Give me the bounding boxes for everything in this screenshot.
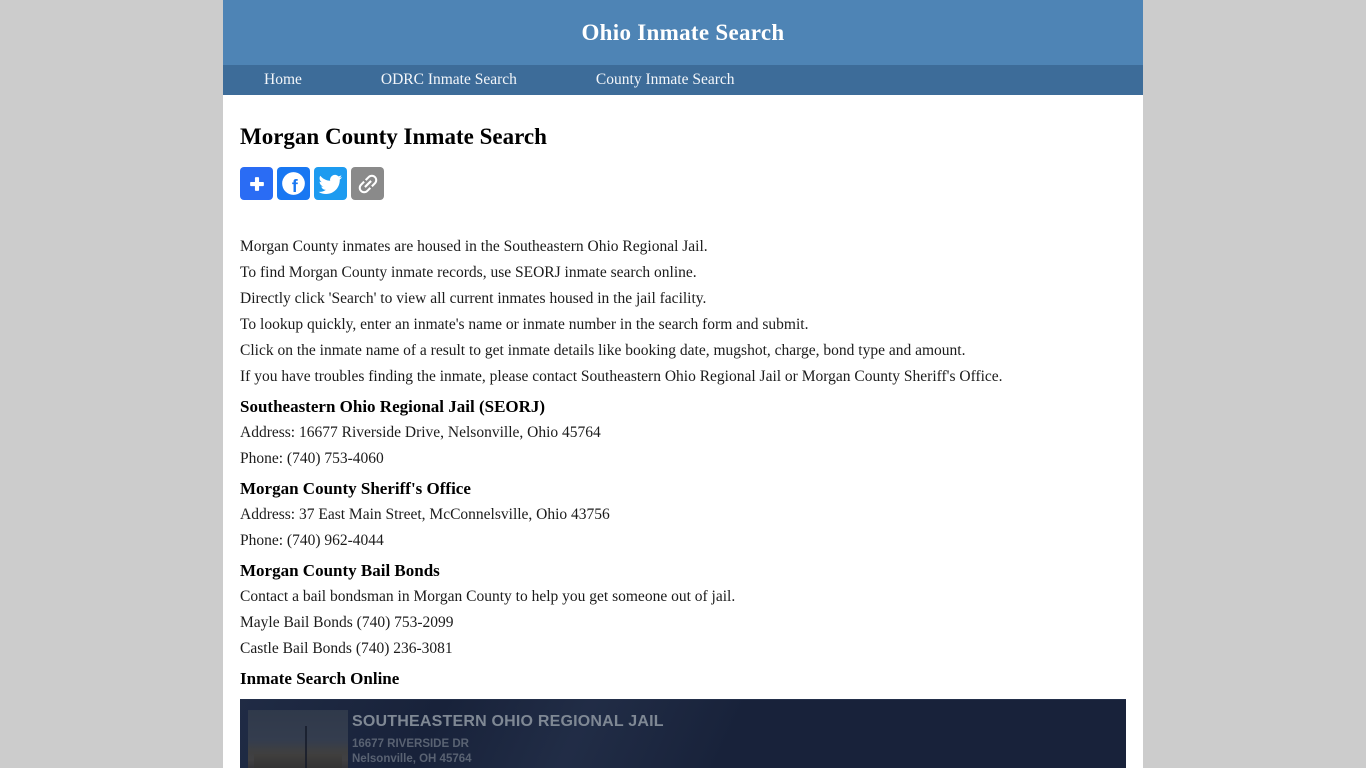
plus-icon	[246, 173, 268, 195]
intro-line: To find Morgan County inmate records, use SEORJ inmate search online.	[240, 264, 697, 281]
jail-photo	[248, 710, 348, 768]
bail-bonds-castle: Castle Bail Bonds (740) 236-3081	[240, 640, 453, 657]
intro-line: If you have troubles finding the inmate, please contact Southeastern Ohio Regional Jail or Morgan County Sheriff's Office.	[240, 368, 1003, 385]
nav-item-home[interactable]: Home	[264, 71, 302, 88]
bail-bonds-intro: Contact a bail bondsman in Morgan County to help you get someone out of jail.	[240, 588, 736, 605]
seorj-phone: Phone: (740) 753-4060	[240, 450, 384, 467]
intro-line: Click on the inmate name of a result to get inmate details like booking date, mugshot, charge, bond type and amount.	[240, 342, 966, 359]
main-nav	[223, 65, 1143, 95]
link-icon	[355, 171, 381, 197]
nav-item-odrc-inmate-search[interactable]: ODRC Inmate Search	[380, 71, 517, 88]
bail-bonds-mayle: Mayle Bail Bonds (740) 753-2099	[240, 614, 454, 631]
facebook-icon	[277, 167, 310, 200]
jail-search-widget[interactable]	[240, 699, 1126, 768]
jail-widget-name: SOUTHEASTERN OHIO REGIONAL JAIL	[352, 713, 664, 730]
facebook-share-button[interactable]	[277, 167, 310, 200]
site-title: Ohio Inmate Search	[581, 19, 785, 45]
share-plus-button[interactable]	[240, 167, 273, 200]
twitter-icon	[314, 167, 347, 200]
jail-widget-address-line1: 16677 RIVERSIDE DR	[352, 738, 469, 750]
intro-line: Directly click 'Search' to view all current inmates housed in the jail facility.	[240, 290, 707, 307]
section-heading-sheriff: Morgan County Sheriff's Office	[240, 479, 471, 498]
sheriff-phone: Phone: (740) 962-4044	[240, 532, 384, 549]
page-title: Morgan County Inmate Search	[240, 124, 547, 149]
seorj-address: Address: 16677 Riverside Drive, Nelsonville, Ohio 45764	[240, 424, 601, 441]
site-column	[223, 0, 1143, 768]
intro-line: To lookup quickly, enter an inmate's name or inmate number in the search form and submit.	[240, 316, 809, 333]
share-button-row	[240, 167, 1126, 200]
jail-widget-text	[352, 713, 664, 767]
section-heading-seorj: Southeastern Ohio Regional Jail (SEORJ)	[240, 397, 546, 416]
nav-item-county-inmate-search[interactable]: County Inmate Search	[595, 71, 735, 88]
twitter-share-button[interactable]	[314, 167, 347, 200]
intro-line: Morgan County inmates are housed in the Southeastern Ohio Regional Jail.	[240, 238, 708, 255]
intro-paragraphs	[240, 234, 1126, 390]
section-heading-bail-bonds: Morgan County Bail Bonds	[240, 561, 440, 580]
copy-link-share-button[interactable]	[351, 167, 384, 200]
section-heading-inmate-search-online: Inmate Search Online	[240, 669, 400, 688]
svg-text:f: f	[291, 175, 298, 196]
sheriff-address: Address: 37 East Main Street, McConnelsville, Ohio 43756	[240, 506, 610, 523]
main-content	[223, 124, 1143, 768]
jail-widget-address-line2: Nelsonville, OH 45764	[352, 753, 472, 765]
site-header	[223, 0, 1143, 65]
